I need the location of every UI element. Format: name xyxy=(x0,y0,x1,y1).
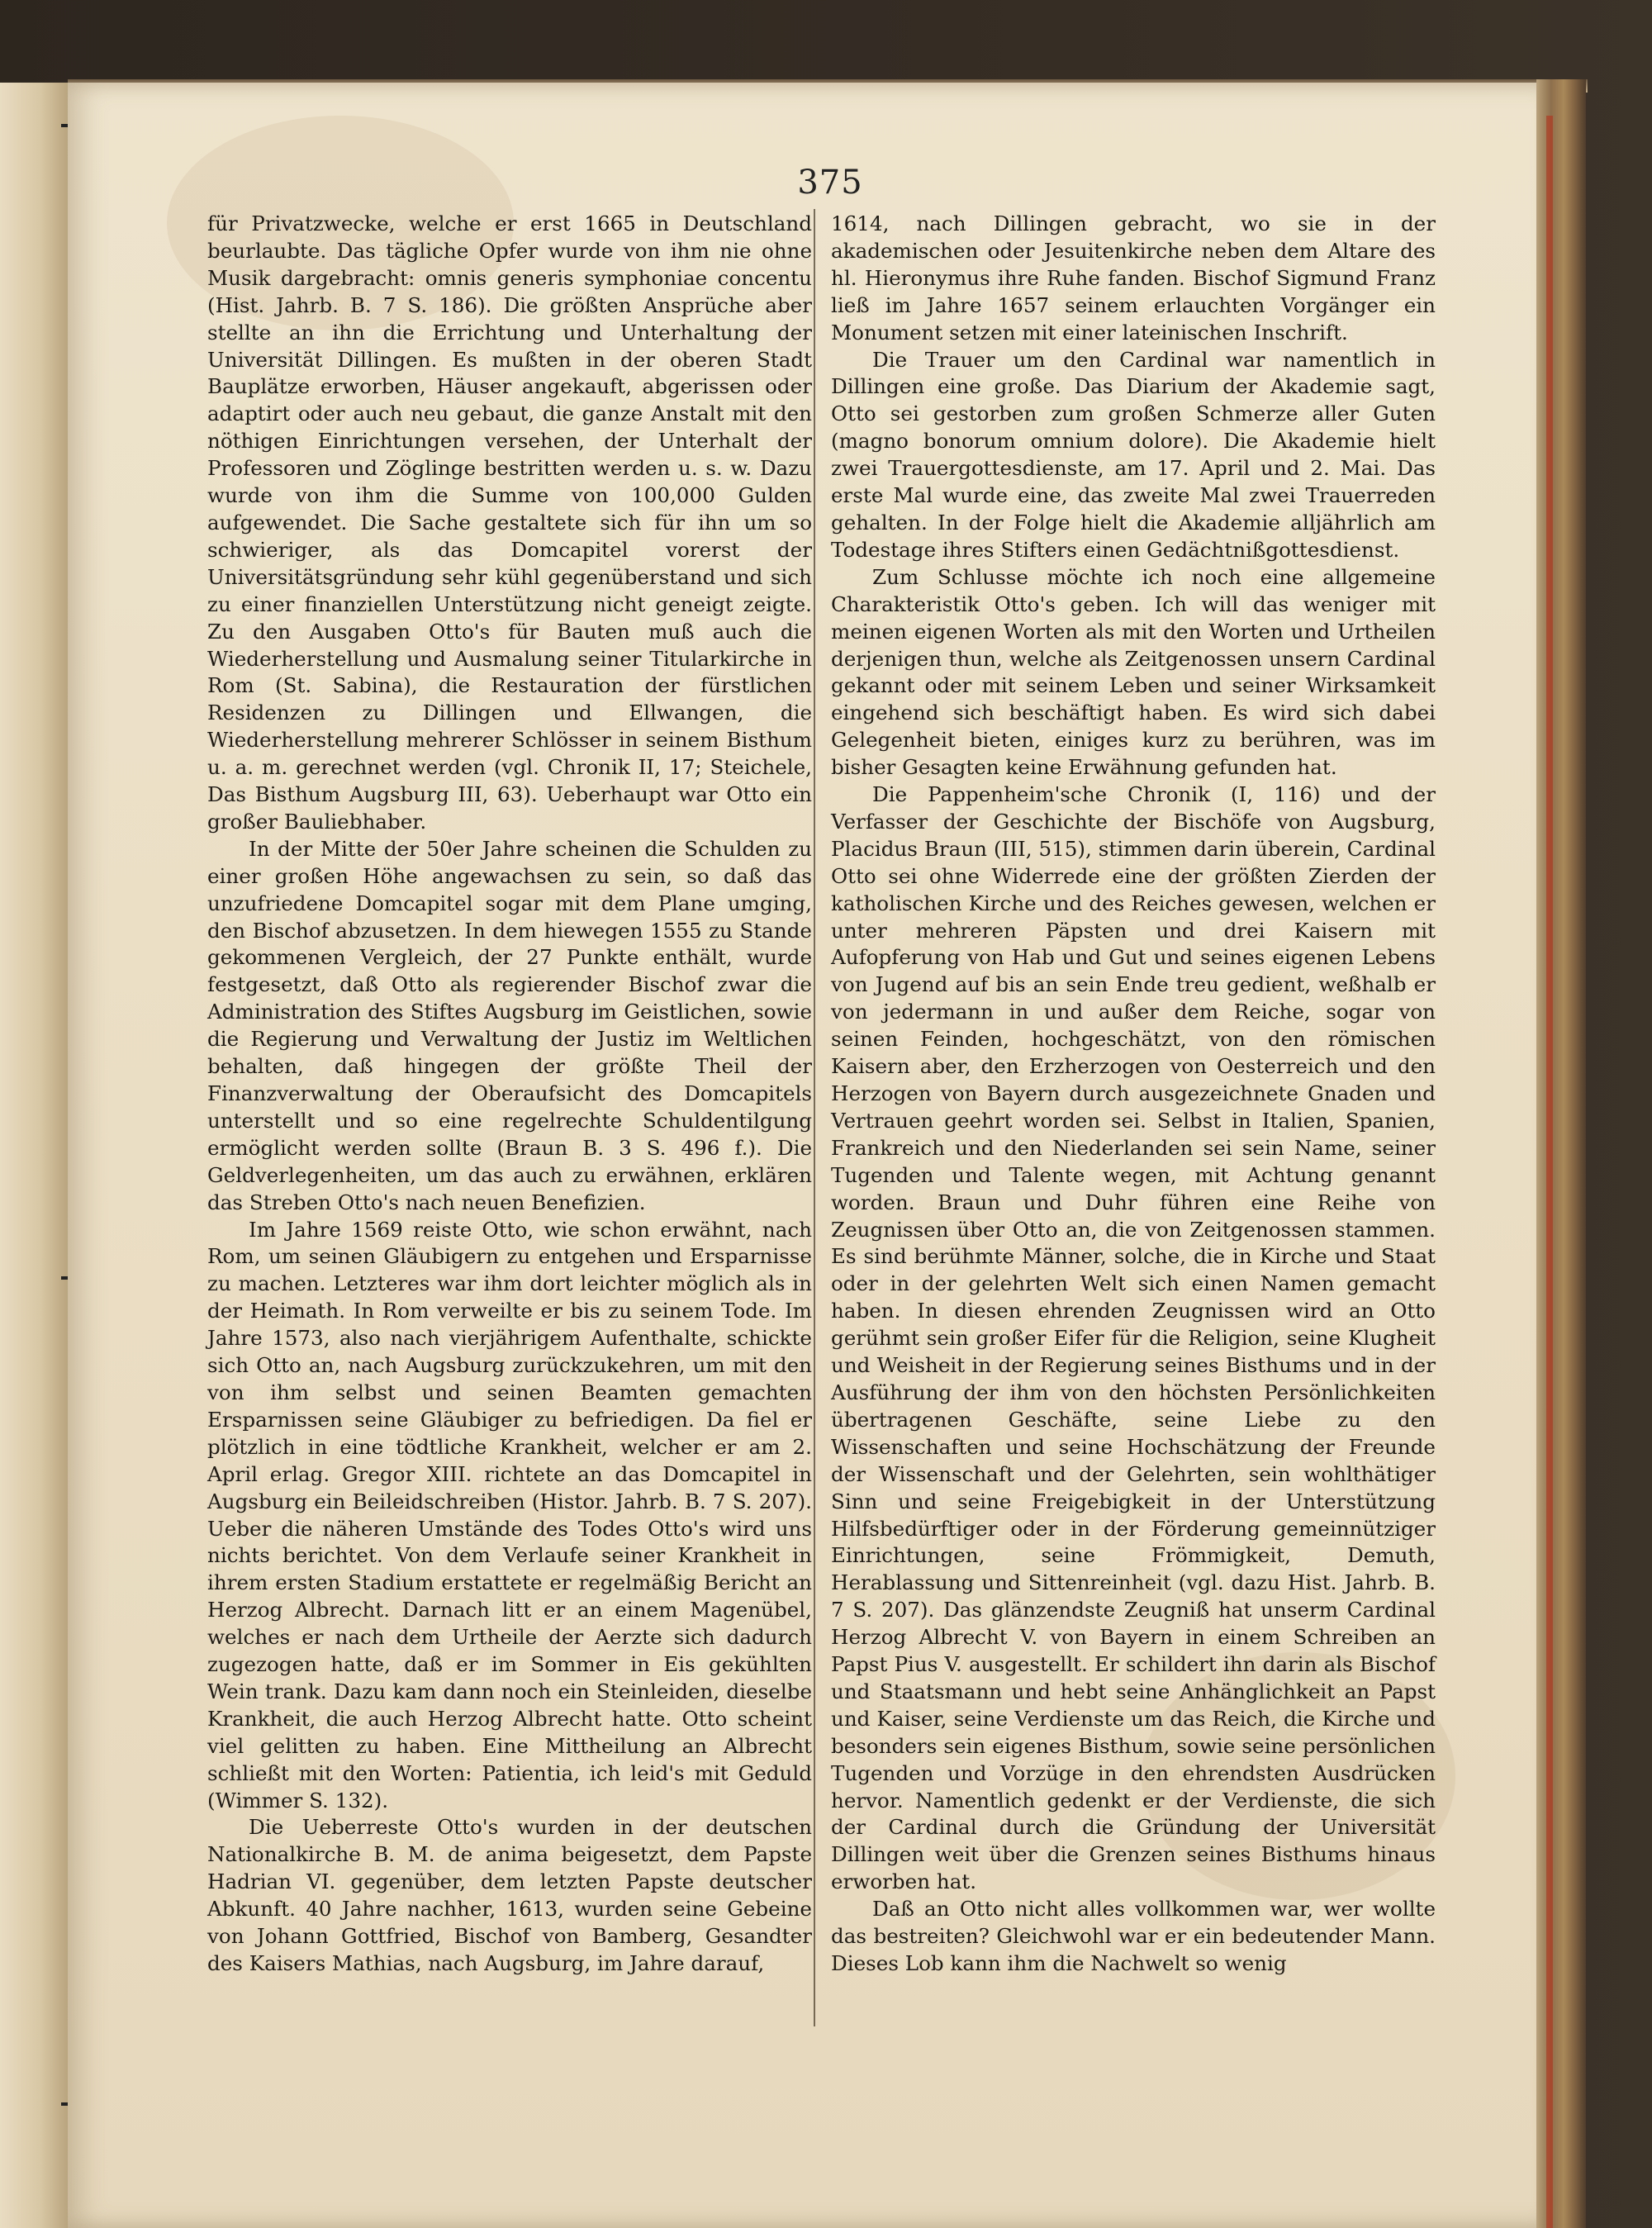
book-cover-stripe xyxy=(1546,116,1553,2228)
paragraph: In der Mitte der 50er Jahre scheinen die Schulden zu einer großen Höhe angewachsen zu sein, so daß das unzufriedene Domcapitel sogar mit dem Plane umging, den Bischof abzusetzen. In dem hiewegen 1555 zu Stande gekommenen Vergleich, der 27 Punkte enthält, wurde festgesetzt, daß Otto als regierender Bischof zwar die Administration des Stiftes Augsburg im Geistlichen, sowie die Regierung und Verwaltung der Justiz im Weltlichen behalten, daß hingegen der größte Theil der Finanzverwaltung der Oberaufsicht des Domcapitels unterstellt und so eine regelrechte Schuldentilgung ermöglicht werden sollte (Braun B. 3 S. 496 f.). Die Geldverlegenheiten, um das auch zu erwähnen, erklären das Streben Otto's nach neuen Benefizien. xyxy=(207,836,812,1214)
facing-page-edge xyxy=(0,83,69,2228)
paragraph: für Privatzwecke, welche er erst 1665 in Deutschland beurlaubte. Das tägliche Opfer wurde von ihm nie ohne Musik dargebracht: omnis generis symphoniae concentu (Hist. Jahrb. B. 7 S. 186). Die größten Ansprüche aber stellte an ihn die Errichtung und Unterhaltung der Universität Dillingen. Es mußten in der oberen Stadt Bauplätze erworben, Häuser angekauft, abgerissen oder adaptirt oder auch neu gebaut, die ganze Anstalt mit den nöthigen Einrichtungen versehen, der Unterhalt der Professoren und Zöglinge bestritten werden u. s. w. Dazu wurde von ihm die Summe von 100,000 Gulden aufgewendet. Die Sache gestaltete sich für ihn um so schwieriger, als das Domcapitel vorerst der Universitätsgründung sehr kühl gegenüberstand und sich zu einer finanziellen Unterstützung nicht geneigt zeigte. Zu den Ausgaben Otto's für Bauten muß auch die Wiederherstellung und Ausmalung seiner Titularkirche in Rom (St. Sabina), die Restauration der fürstlichen Residenzen zu Dillingen und Ellwangen, die Wiederherstellung mehrerer Schlösser in seinem Bisthum u. a. m. gerechnet werden (vgl. Chronik II, 17; Steichele, Das Bisthum Augsburg III, 63). Ueberhaupt war Otto ein großer Bauliebhaber. xyxy=(207,211,812,834)
paragraph: Im Jahre 1569 reiste Otto, wie schon erwähnt, nach Rom, um seinen Gläubigern zu entgehen und Ersparnisse zu machen. Letzteres war ihm dort leichter möglich als in der Heimath. In Rom verweilte er bis zu seinem Tode. Im Jahre 1573, also nach vierjährigem Aufenthalte, schickte sich Otto an, nach Augsburg zurückzukehren, um mit den von ihm selbst und seinen Beamten gemachten Ersparnissen seine Gläubiger zu befriedigen. Da fiel er plötzlich in eine tödtliche Krankheit, welcher er am 2. April erlag. Gregor XIII. richtete an das Domcapitel in Augsburg ein Beileidschreiben (Histor. Jahrb. B. 7 S. 207). Ueber die näheren Umstände des Todes Otto's wird uns nichts berichtet. Von dem Verlaufe seiner Krankheit in ihrem ersten Stadium erstattete er regelmäßig Bericht an Herzog Albrecht. Darnach litt er an einem Magenübel, welches er nach dem Urtheile der Aerzte sich dadurch zugezogen hatte, daß er im Sommer in Eis gekühlten Wein trank. Dazu kam dann noch ein Steinleiden, dieselbe Krankheit, die auch Herzog Albrecht hatte. Otto scheint viel gelitten zu haben. Eine Mittheilung an Albrecht schließt mit den Worten: Patientia, ich leid's mit Geduld (Wimmer S. 132). xyxy=(207,1217,812,1812)
paragraph: Die Trauer um den Cardinal war namentlich in Dillingen eine große. Das Diarium der Akademie sagt, Otto sei gestorben zum großen Schmerze aller Guten (magno bonorum omnium dolore). Die Akademie hielt zwei Trauergottesdienste, am 17. April und 2. Mai. Das erste Mal wurde eine, das zweite Mal zwei Trauerreden gehalten. In der Folge hielt die Akademie alljährlich am Todestage ihres Stifters einen Gedächtnißgottesdienst. xyxy=(831,347,1436,562)
book-cover-edge xyxy=(1536,79,1586,2228)
right-column xyxy=(831,211,1436,1978)
column-divider xyxy=(814,209,815,2026)
paragraph: Die Ueberreste Otto's wurden in der deutschen Nationalkirche B. M. de anima beigesetzt, dem Papste Hadrian VI. gegenüber, dem letzten Papste deutscher Abkunft. 40 Jahre nachher, 1613, wurden seine Gebeine von Johann Gottfried, Bischof von Bamberg, Gesandter des Kaisers Mathias, nach Augsburg, im Jahre darauf, xyxy=(207,1815,812,1975)
left-column xyxy=(207,211,812,1978)
paragraph: 1614, nach Dillingen gebracht, wo sie in der akademischen oder Jesuitenkirche neben dem Altare des hl. Hieronymus ihre Ruhe fanden. Bischof Sigmund Franz ließ im Jahre 1657 seinem erlauchten Vorgänger ein Monument setzen mit einer lateinischen Inschrift. xyxy=(831,211,1436,344)
paragraph: Daß an Otto nicht alles vollkommen war, wer wollte das bestreiten? Gleichwohl war er ein bedeutender Mann. Dieses Lob kann ihm die Nachwelt so wenig xyxy=(831,1897,1436,1975)
paragraph: Zum Schlusse möchte ich noch eine allgemeine Charakteristik Otto's geben. Ich will das weniger mit meinen eigenen Worten als mit den Worten und Urtheilen derjenigen thun, welche als Zeitgenossen unsern Cardinal gekannt oder mit seinem Leben und seiner Wirksamkeit eingehend sich beschäftigt haben. Es wird sich dabei Gelegenheit bieten, einiges kurz zu berühren, was im bisher Gesagten keine Erwähnung gefunden hat. xyxy=(831,564,1436,780)
paragraph: Die Pappenheim'sche Chronik (I, 116) und der Verfasser der Geschichte der Bischöfe von Augsburg, Placidus Braun (III, 515), stimmen darin überein, Cardinal Otto sei ohne Widerrede eine der größten Zierden der katholischen Kirche und des Reiches gewesen, welchen er unter mehreren Päpsten und drei Kaisern mit Aufopferung von Hab und Gut und seines eigenen Lebens von Jugend auf bis an sein Ende treu gedient, weßhalb er von jedermann in und außer dem Reiche, sogar von seinen Feinden, hochgeschätzt, von den römischen Kaisern aber, den Erzherzogen von Oesterreich und den Herzogen von Bayern durch ausgezeichnete Gnaden und Vertrauen geehrt worden sei. Selbst in Italien, Spanien, Frankreich und den Niederlanden sei sein Name, seiner Tugenden und Talente wegen, mit Achtung genannt worden. Braun und Duhr führen eine Reihe von Zeugnissen über Otto an, die von Zeitgenossen stammen. Es sind berühmte Männer, solche, die in Kirche und Staat oder in der gelehrten Welt sich einen Namen gemacht haben. In diesen ehrenden Zeugnissen wird an Otto gerühmt sein großer Eifer für die Religion, seine Klugheit und Weisheit in der Regierung seines Bisthums und in der Ausführung der ihm von den höchsten Persönlichkeiten übertragenen Geschäfte, seine Liebe zu den Wissenschaften und seine Hochschätzung der Freunde der Wissenschaft und der Gelehrten, sein wohlthätiger Sinn und seine Freigebigkeit in der Unterstützung Hilfsbedürftiger oder in der Förderung gemeinnütziger Einrichtungen, seine Frömmigkeit, Demuth, Herablassung und Sittenreinheit (vgl. dazu Hist. Jahrb. B. 7 S. 207). Das glänzendste Zeugniß hat unserm Cardinal Herzog Albrecht V. von Bayern in einem Schreiben an Papst Pius V. ausgestellt. Er schildert ihn darin als Bischof und Staatsmann und hebt seine Anhänglichkeit an Papst und Kaiser, seine Verdienste um das Reich, die Kirche und besonders sein eigenes Bisthum, sowie seine persönlichen Tugenden und Vorzüge in den ehrendsten Ausdrücken hervor. Namentlich gedenkt er der Verdienste, die sich der Cardinal durch die Gründung der Universität Dillingen weit über die Grenzen seines Bisthums hinaus erworben hat. xyxy=(831,782,1436,1894)
page-number: 375 xyxy=(797,164,863,202)
